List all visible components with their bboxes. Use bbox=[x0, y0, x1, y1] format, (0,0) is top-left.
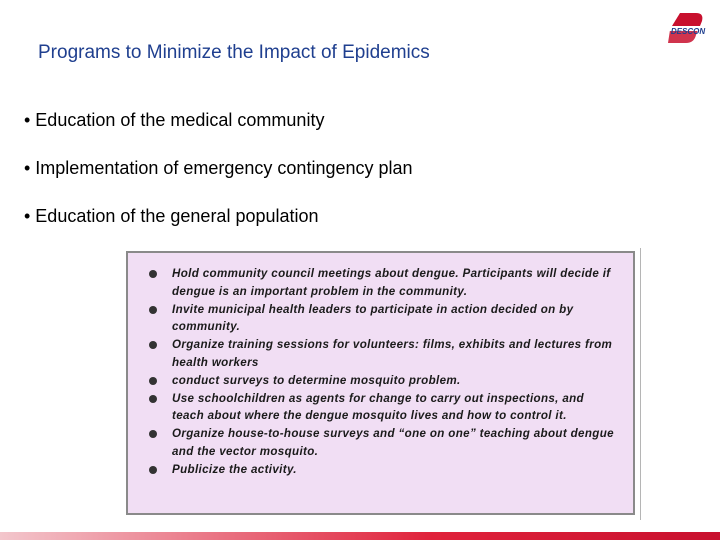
list-item: Invite municipal health leaders to participate in action decided on by community. bbox=[142, 301, 619, 337]
bullet-list bbox=[24, 108, 413, 252]
bullet-dot-icon bbox=[149, 270, 157, 278]
logo-text: DESCON bbox=[670, 27, 706, 36]
divider bbox=[640, 248, 641, 520]
list-item: conduct surveys to determine mosquito problem. bbox=[142, 372, 619, 390]
bullet-item: • Education of the medical community bbox=[24, 110, 325, 130]
list-item: Organize training sessions for volunteers: films, exhibits and lectures from health workers bbox=[142, 336, 619, 372]
action-list bbox=[128, 253, 633, 479]
bullet-dot-icon bbox=[149, 341, 157, 349]
bullet-dot-icon bbox=[149, 395, 157, 403]
bullet-dot-icon bbox=[149, 430, 157, 438]
bullet-item: • Education of the general population bbox=[24, 206, 319, 226]
descon-logo bbox=[666, 12, 710, 52]
bullet-item: • Implementation of emergency contingency plan bbox=[24, 158, 413, 178]
bullet-dot-icon bbox=[149, 377, 157, 385]
footer-bar bbox=[0, 532, 720, 540]
list-item: Use schoolchildren as agents for change to carry out inspections, and teach about where the dengue mosquito lives and how to control it. bbox=[142, 390, 619, 426]
page-title: Programs to Minimize the Impact of Epidemics bbox=[38, 42, 430, 63]
list-item: Publicize the activity. bbox=[142, 461, 619, 479]
dengue-actions-box bbox=[126, 251, 635, 515]
list-item: Organize house-to-house surveys and “one on one” teaching about dengue and the vector mosquito. bbox=[142, 425, 619, 461]
bullet-dot-icon bbox=[149, 466, 157, 474]
bullet-dot-icon bbox=[149, 306, 157, 314]
list-item: Hold community council meetings about dengue. Participants will decide if dengue is an important problem in the community. bbox=[142, 265, 619, 301]
